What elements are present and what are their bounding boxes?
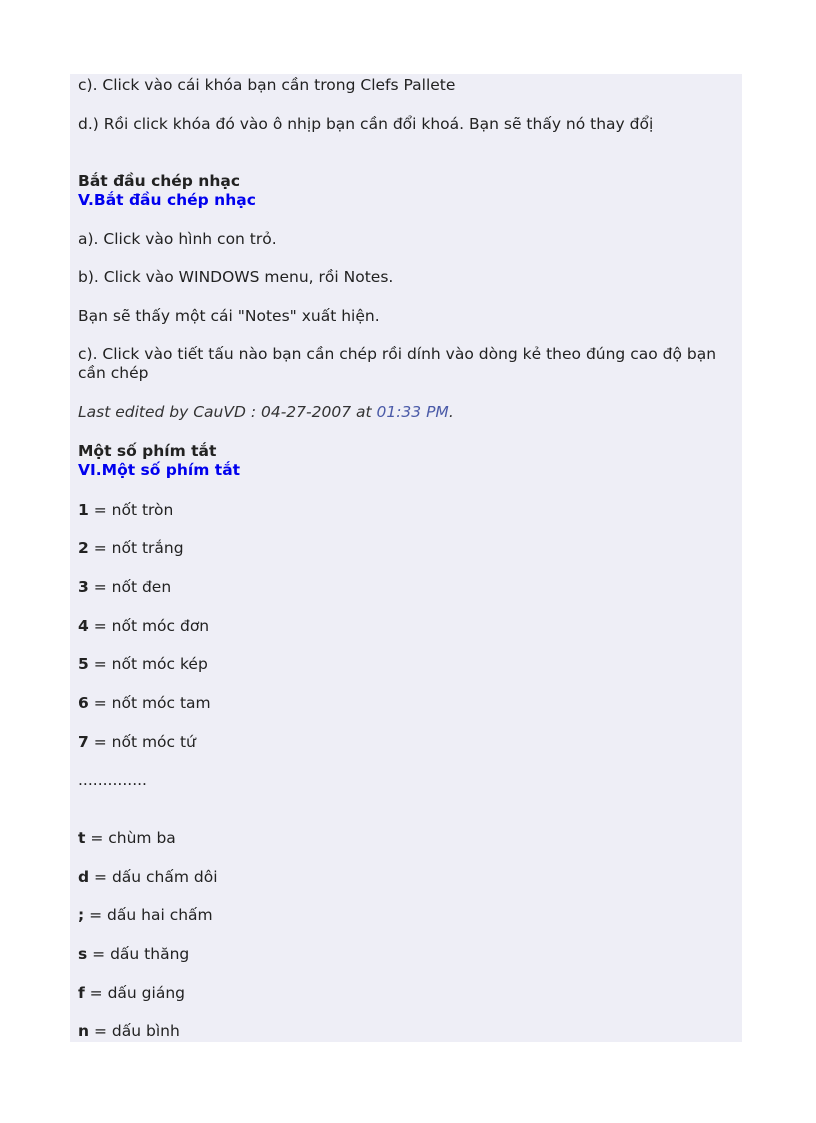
shortcut-item [78, 617, 209, 636]
shortcut-item [78, 1022, 180, 1041]
shortcut-item [78, 655, 208, 674]
shortcut-item [78, 539, 184, 558]
shortcut-desc: = nốt trắng [88, 539, 184, 557]
section5-heading-link[interactable]: V.Bắt đầu chép nhạc [78, 191, 256, 209]
shortcut-item [78, 945, 189, 964]
last-edited-line [78, 403, 454, 422]
shortcut-item [78, 906, 213, 925]
shortcut-desc: = dấu bình [89, 1022, 180, 1040]
shortcut-desc: = nốt móc kép [88, 655, 208, 673]
edit-time-link[interactable]: 01:33 PM [376, 403, 449, 421]
shortcut-item [78, 829, 176, 848]
shortcut-desc: = nốt tròn [88, 501, 174, 519]
shortcut-key: 5 [78, 655, 89, 673]
clefs-step-d: d.) Rồi click khóa đó vào ô nhịp bạn cần đổi khoá. Bạn sẽ thấy nó thay đổị [78, 115, 654, 133]
shortcut-key: s [78, 945, 88, 963]
last-edited-prefix: Last edited by CauVD : 04-27-2007 at [78, 403, 377, 421]
shortcut-key: 1 [78, 501, 89, 519]
shortcut-item [78, 733, 196, 752]
shortcut-key: 2 [78, 539, 89, 557]
shortcut-desc: = dấu chấm dôi [89, 868, 218, 886]
shortcut-desc: = chùm ba [85, 829, 176, 847]
ellipsis: .............. [78, 771, 147, 789]
shortcut-desc: = nốt móc tứ [88, 733, 196, 751]
shortcut-item [78, 501, 173, 520]
shortcut-key: 6 [78, 694, 89, 712]
content-panel [70, 74, 742, 1042]
shortcut-desc: = nốt móc tam [88, 694, 211, 712]
clefs-step-c: c). Click vào cái khóa bạn cần trong Clefs Pallete [78, 76, 456, 94]
shortcut-key: f [78, 984, 85, 1002]
shortcut-key: 3 [78, 578, 89, 596]
shortcut-item [78, 868, 218, 887]
shortcut-key: ; [78, 906, 85, 924]
notes-appear: Bạn sẽ thấy một cái "Notes" xuất hiện. [78, 307, 380, 325]
shortcut-item [78, 694, 211, 713]
shortcut-key: 7 [78, 733, 89, 751]
step-b: b). Click vào WINDOWS menu, rồi Notes. [78, 268, 394, 286]
last-edited-suffix: . [448, 403, 454, 421]
shortcut-item [78, 984, 185, 1003]
section6-heading-link[interactable]: VI.Một số phím tắt [78, 461, 241, 479]
shortcut-key: d [78, 868, 90, 886]
shortcut-desc: = nốt đen [88, 578, 172, 596]
section5-heading-plain: Bắt đầu chép nhạc [78, 172, 241, 190]
step-c: c). Click vào tiết tấu nào bạn cần chép rồi dính vào dòng kẻ theo đúng cao độ bạn cần chép [78, 345, 717, 382]
shortcut-item [78, 578, 171, 597]
shortcut-desc: = dấu hai chấm [84, 906, 213, 924]
shortcut-key: t [78, 829, 86, 847]
shortcut-desc: = dấu thăng [87, 945, 190, 963]
shortcut-desc: = nốt móc đơn [88, 617, 210, 635]
shortcut-desc: = dấu giáng [84, 984, 185, 1002]
shortcut-key: 4 [78, 617, 89, 635]
shortcut-key: n [78, 1022, 90, 1040]
step-a: a). Click vào hình con trỏ. [78, 230, 277, 248]
section6-heading-plain: Một số phím tắt [78, 442, 217, 460]
